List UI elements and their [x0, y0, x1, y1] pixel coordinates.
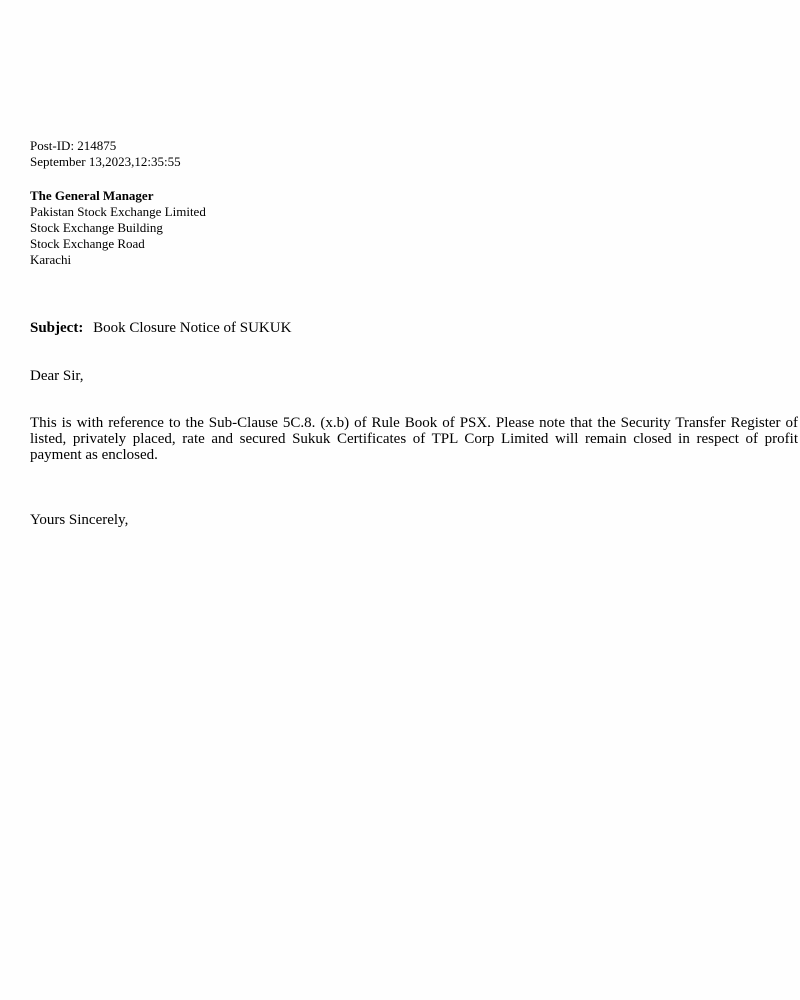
post-id: Post-ID: 214875 — [30, 138, 117, 153]
closing: Yours Sincerely, — [30, 512, 129, 528]
recipient-title: The General Manager — [30, 188, 154, 203]
subject-text: Book Closure Notice of SUKUK — [93, 320, 292, 336]
body-paragraph: This is with reference to the Sub-Clause 5C.8. (x.b) of Rule Book of PSX. Please note that the Security Transfer Register of listed, privately placed, rate and secured Sukuk Certificates of TPL Corp Limited will remain closed in respect of profit payment as enclosed. — [30, 415, 798, 463]
subject-label: Subject: — [30, 320, 84, 336]
recipient-address — [30, 188, 800, 268]
recipient-line-building: Stock Exchange Building — [30, 220, 163, 235]
salutation: Dear Sir, — [30, 368, 84, 384]
recipient-line-road: Stock Exchange Road — [30, 236, 145, 251]
subject-line — [30, 319, 800, 337]
post-datetime: September 13,2023,12:35:55 — [30, 154, 181, 169]
recipient-line-organization: Pakistan Stock Exchange Limited — [30, 204, 206, 219]
letter-meta — [30, 138, 800, 170]
letter — [30, 138, 800, 529]
recipient-line-city: Karachi — [30, 252, 72, 267]
